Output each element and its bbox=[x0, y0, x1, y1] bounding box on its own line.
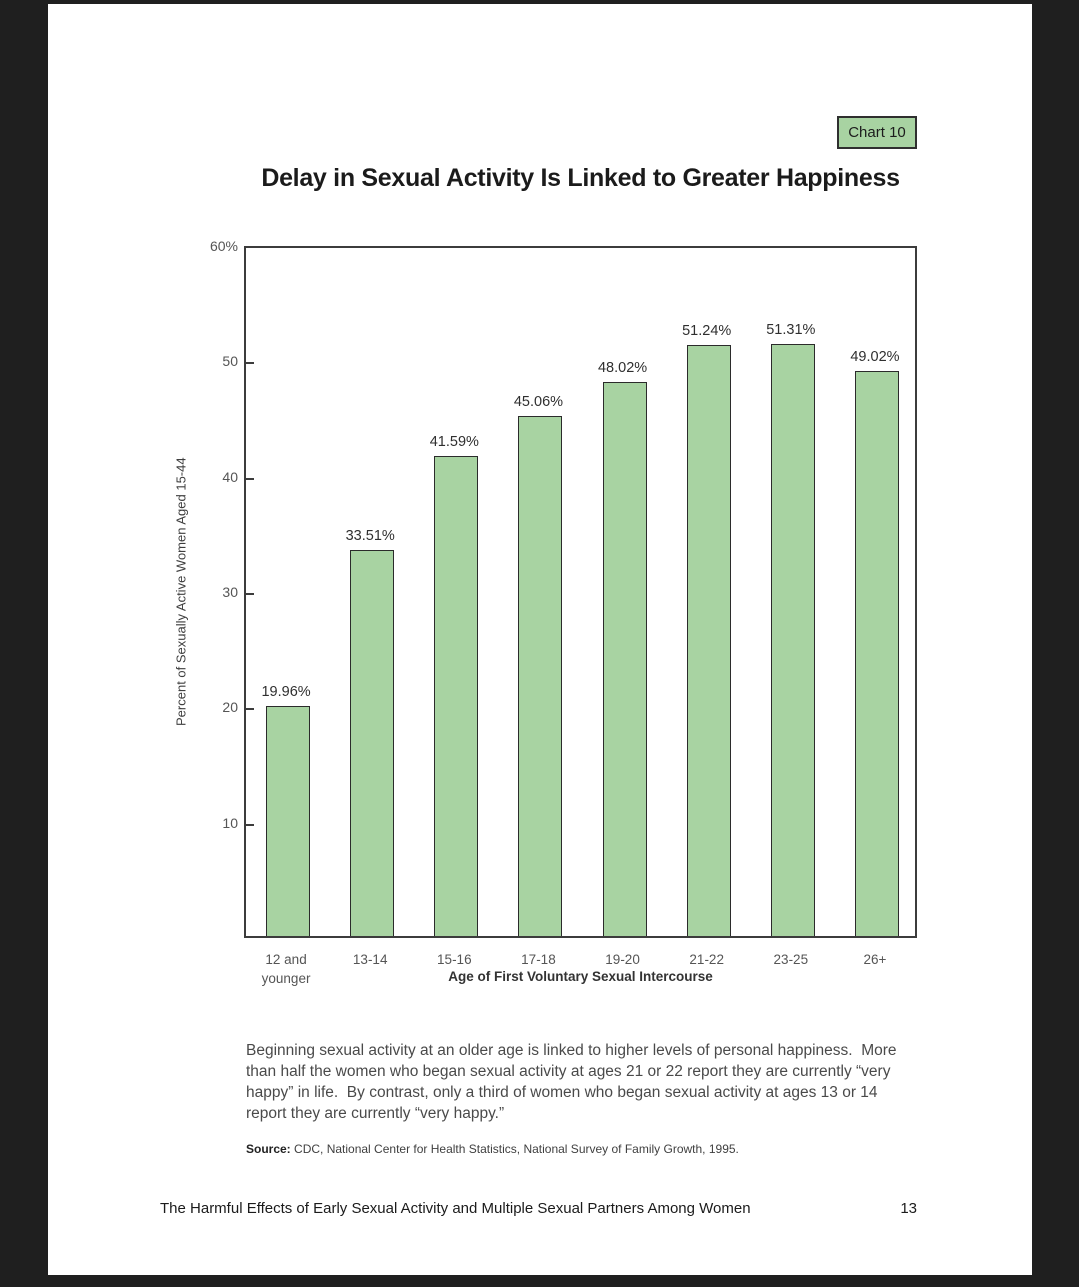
bar bbox=[518, 416, 562, 936]
y-tick-mark bbox=[246, 593, 254, 595]
bar-value-label: 51.24% bbox=[682, 323, 732, 340]
y-tick-label: 10 bbox=[222, 814, 238, 831]
bar-value-label: 41.59% bbox=[429, 434, 479, 451]
bar-value-label: 45.06% bbox=[513, 394, 564, 411]
chart-title: Delay in Sexual Activity Is Linked to Greater Happiness bbox=[261, 164, 900, 192]
document-page bbox=[48, 4, 1032, 1275]
x-tick-label: 26+ bbox=[863, 952, 887, 967]
bar-value-label: 48.02% bbox=[597, 360, 648, 377]
bar-value-label: 51.31% bbox=[766, 322, 816, 339]
y-tick-label: 50 bbox=[222, 353, 238, 370]
y-tick-mark bbox=[246, 708, 254, 710]
source-line bbox=[246, 1142, 910, 1156]
y-tick-label: 30 bbox=[222, 584, 238, 600]
bar bbox=[687, 345, 731, 936]
x-tick-label: 17-18 bbox=[521, 952, 556, 967]
x-tick-label: 15-16 bbox=[437, 952, 472, 967]
page-number: 13 bbox=[900, 1200, 917, 1217]
y-tick-mark bbox=[246, 362, 254, 364]
x-axis-title: Age of First Voluntary Sexual Intercourse bbox=[448, 969, 713, 984]
y-tick-mark bbox=[246, 824, 254, 826]
source-label: Source: bbox=[246, 1142, 291, 1156]
x-tick-label: 12 and younger bbox=[261, 952, 311, 986]
y-axis-title: Percent of Sexually Active Women Aged 15-44 bbox=[173, 457, 189, 727]
bar bbox=[266, 706, 310, 936]
x-tick-label: 23-25 bbox=[773, 952, 809, 967]
x-tick-label: 19-20 bbox=[605, 952, 640, 967]
footer-title: The Harmful Effects of Early Sexual Activity and Multiple Sexual Partners Among Women bbox=[160, 1200, 751, 1217]
y-tick-label: 20 bbox=[222, 699, 238, 716]
y-tick-label: 60% bbox=[209, 238, 238, 254]
x-tick-label: 21-22 bbox=[689, 952, 724, 967]
bar bbox=[603, 382, 647, 936]
x-tick-label: 13-14 bbox=[352, 952, 388, 967]
bar bbox=[855, 371, 899, 936]
bar bbox=[350, 550, 394, 936]
y-tick-mark bbox=[246, 478, 254, 480]
plot-area bbox=[244, 246, 917, 938]
bar bbox=[771, 344, 815, 936]
y-tick-label: 40 bbox=[222, 468, 238, 485]
bar-value-label: 49.02% bbox=[850, 348, 900, 365]
bar-value-label: 19.96% bbox=[261, 683, 311, 700]
source-text: CDC, National Center for Health Statistics, National Survey of Family Growth, 1995. bbox=[294, 1142, 739, 1156]
page-footer bbox=[160, 1200, 917, 1217]
bar-value-label: 33.51% bbox=[345, 527, 395, 544]
caption-paragraph: Beginning sexual activity at an older age is linked to higher levels of personal happiness. More than half the women who began sexual activity at ages 21 or 22 report they are currently “very happy” in life. By contrast, only a third of women who began sexual activity at ages 13 or 14 report they are currently “very happy.” bbox=[246, 1042, 901, 1122]
chart-number-badge: Chart 10 bbox=[837, 116, 917, 149]
bar bbox=[434, 456, 478, 936]
